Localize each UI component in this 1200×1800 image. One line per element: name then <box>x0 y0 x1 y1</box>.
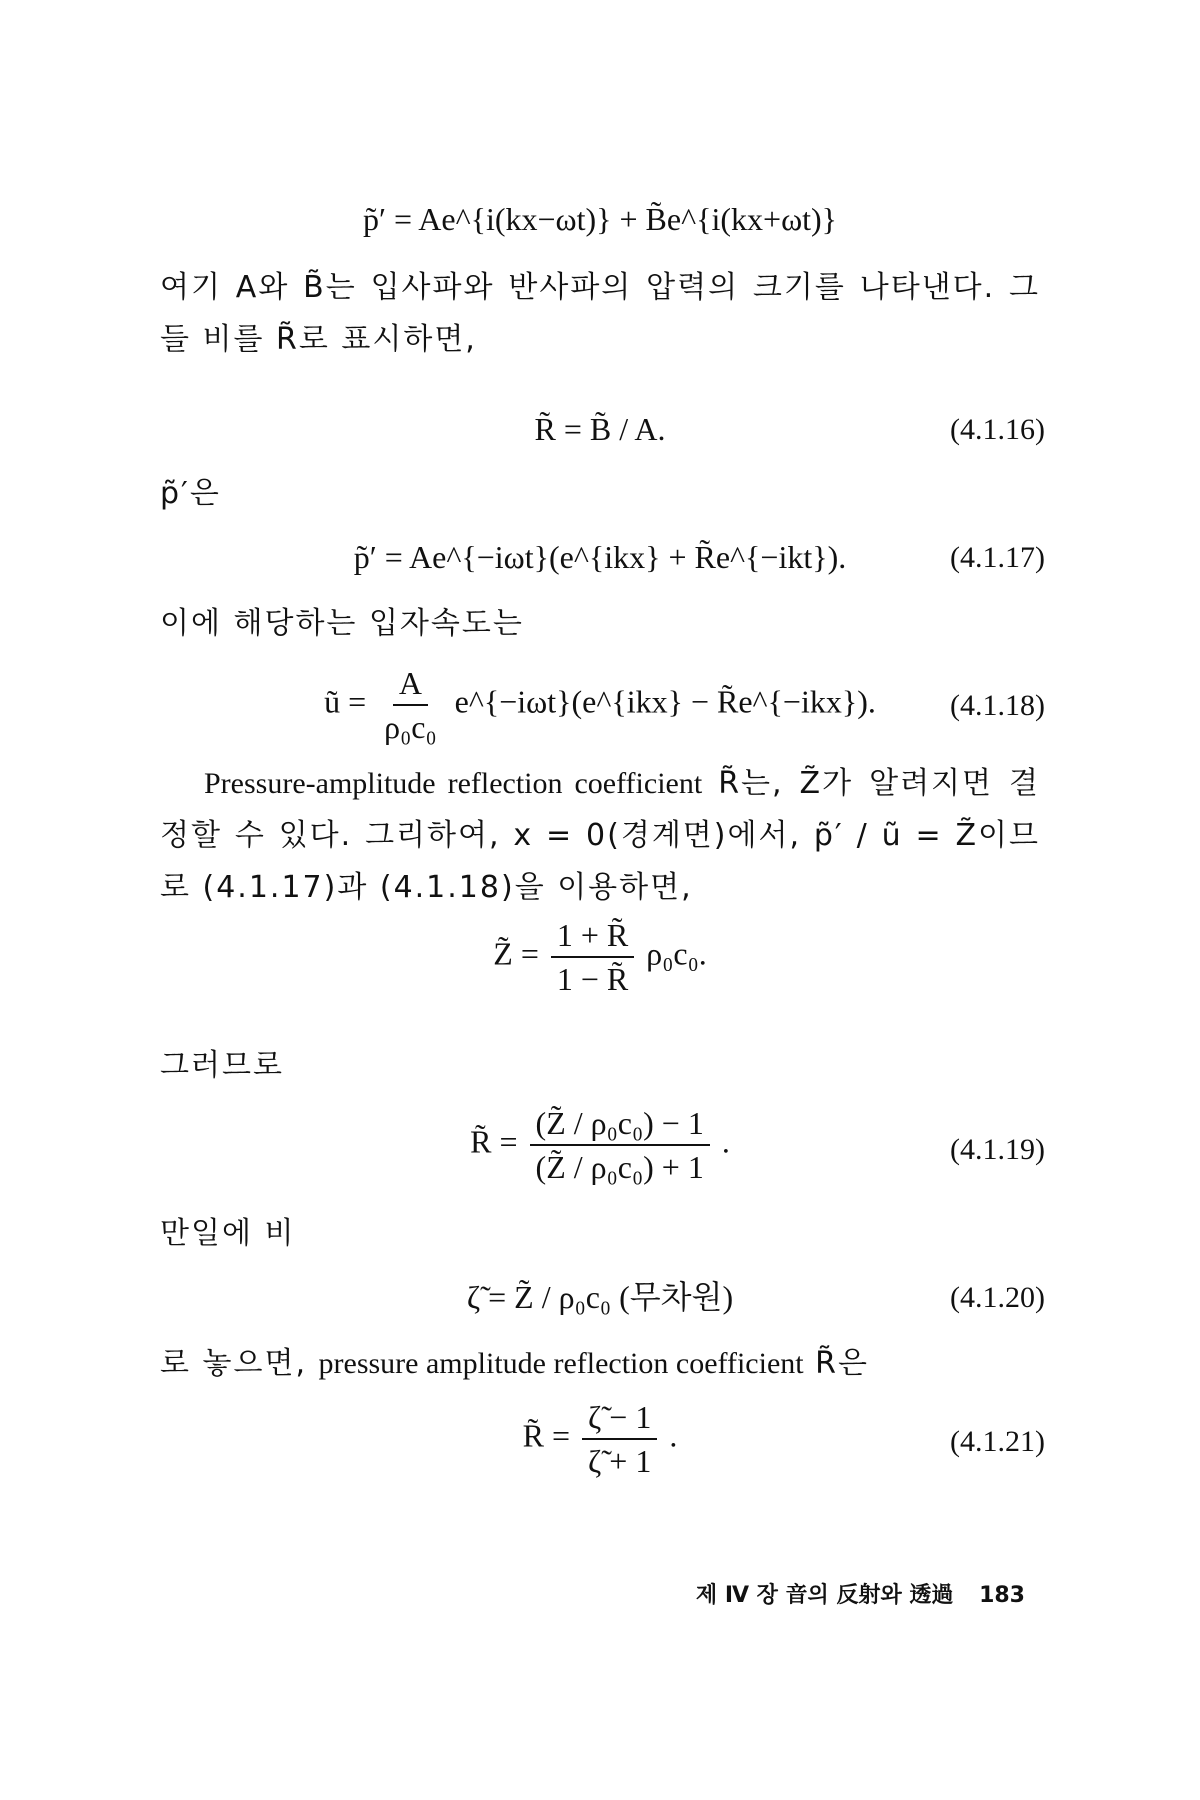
paragraph-p-prime: p̃′은 <box>160 476 221 511</box>
equation-4-1-18: ũ = $\frac{A}{\text{ρ₀c₀}}$ e^{−iωt}(e^{ikx} − R̃e^{−ikx}). <box>324 665 876 746</box>
running-footer <box>696 1578 1025 1609</box>
equation-4-1-20: ζ̃ = Z̃ / ρ₀c₀ (무차원) <box>466 1279 734 1315</box>
equation-number-4-1-16: (4.1.16) <box>950 413 1045 446</box>
equation-number-4-1-18: (4.1.18) <box>950 689 1045 722</box>
fraction-4-1-19: $\frac{\text{(Z̃ / ρ₀c₀) − 1}}{\text{(Z̃ / ρ₀c₀) + 1}}$ <box>530 1104 710 1187</box>
equation-number-4-1-19: (4.1.19) <box>950 1133 1045 1166</box>
equation-number-4-1-21: (4.1.21) <box>950 1425 1045 1458</box>
equation-number-4-1-20: (4.1.20) <box>950 1281 1045 1314</box>
paragraph-ratio: 만일에 비 <box>160 1216 296 1251</box>
equation-4-1-21: R̃ = $\frac{\zetã - 1}{\zetã + 1}$ . <box>522 1399 678 1480</box>
chapter-title: 제 Ⅳ 장 音의 反射와 透過 <box>695 1583 954 1608</box>
paragraph-amplitudes: 여기 A와 B̃는 입사파와 반사파의 압력의 크기를 나타낸다. 그들 비를 R̃로 표시하면, <box>160 270 1040 357</box>
fraction-4-1-18: $\frac{A}{\text{ρ₀c₀}}$ <box>384 665 437 746</box>
page-number: 183 <box>979 1583 1025 1608</box>
equation-4-1-17: p̃′ = Ae^{−iωt}(e^{ikx} + R̃e^{−ikt}). <box>353 539 847 575</box>
paragraph-reflection-coefficient: Pressure-amplitude reflection coefficient R̃는, Z̃가 알려지면 결정할 수 있다. 그리하여, x = 0(경계면)에서, p̃′ / ũ = Z̃이므로 (4.1.17)과 (4.1.18)을 이용하면, <box>160 766 1040 905</box>
equation-impedance: Z̃ = $\frac{1 + R̃}{1 - R̃}$ ρ₀c₀. <box>493 917 707 998</box>
paragraph-particle-velocity: 이에 해당하는 입자속도는 <box>160 606 524 641</box>
fraction-impedance: $\frac{1 + R̃}{1 - R̃}$ <box>551 916 634 999</box>
fraction-4-1-21: $\frac{\zetã - 1}{\zetã + 1}$ <box>582 1398 657 1481</box>
equation-4-1-16: R̃ = B̃ / A. <box>534 411 666 447</box>
paragraph-therefore: 그러므로 <box>160 1048 284 1083</box>
paragraph-setting: 로 놓으면, pressure amplitude reflection coefficient R̃은 <box>160 1346 869 1381</box>
equation-number-4-1-17: (4.1.17) <box>950 541 1045 574</box>
equation-4-1-19: R̃ = $\frac{\text{(Z̃ / ρ₀c₀) − 1}}{\text{(Z̃ / ρ₀c₀) + 1}}$ . <box>470 1105 730 1186</box>
equation-pressure-wave: p̃′ = Ae^{i(kx−ωt)} + B̃e^{i(kx+ωt)} <box>362 201 838 237</box>
